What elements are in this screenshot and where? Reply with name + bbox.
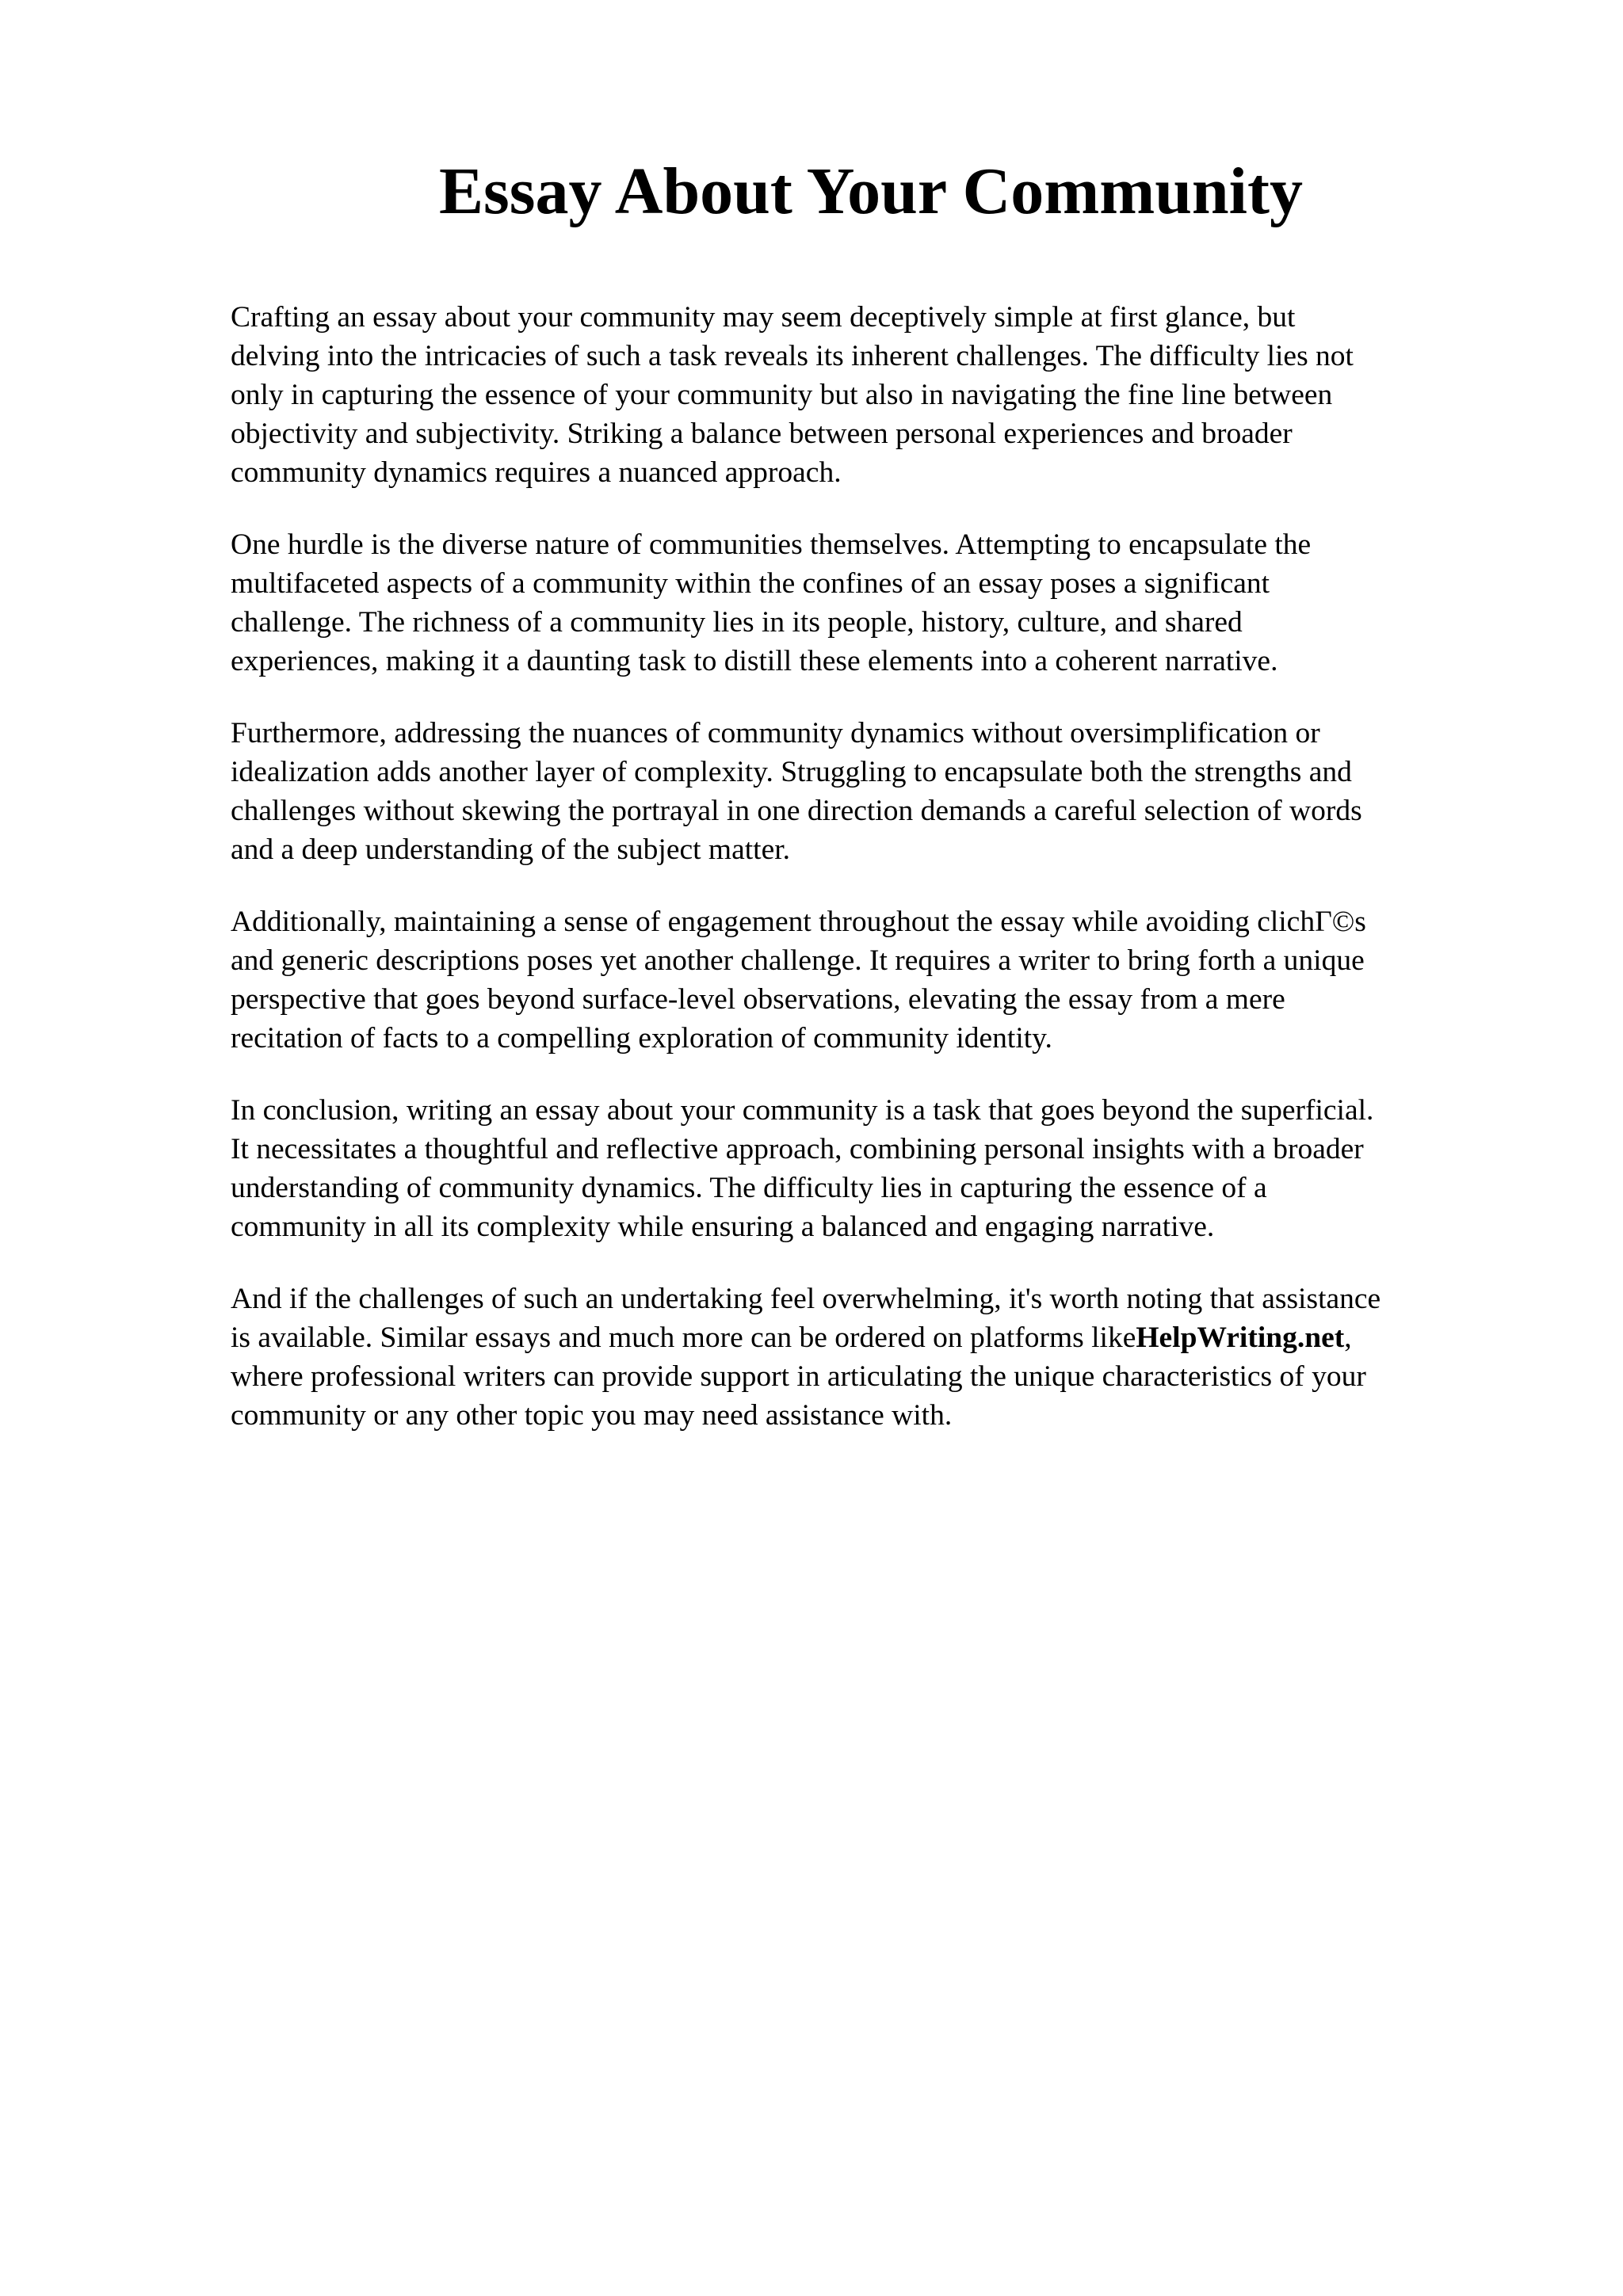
paragraph-2: One hurdle is the diverse nature of communities themselves. Attempting to encapsulate the multifaceted aspects of a community within the confines of an essay poses a significant challenge. The richness of a community lies in its people, history, culture, and shared experiences, making it a daunting task to distill these elements into a coherent narrative. [231,528,1312,677]
paragraph-1: Crafting an essay about your community may seem deceptively simple at first glance, but delving into the intricacies of such a task reveals its inherent challenges. The difficulty lies not only in capturing the essence of your community but also in navigating the fine line between objectivity and subjectivity. Striking a balance between personal experiences and broader community dynamics requires a nuanced approach. [231,301,1354,489]
paragraph-6-text-after-link: , where professional writers can provide support in articulating the unique characteristics of your community or any other topic you may need assistance with. [231,1322,1366,1432]
paragraph-6-text-before-link: And if the challenges of such an undertaking feel overwhelming, it's worth noting that assistance is available. Similar essays and much more can be ordered on platforms like [231,1283,1381,1354]
paragraph-5: In conclusion, writing an essay about your community is a task that goes beyond the superficial. It necessitates a thoughtful and reflective approach, combining personal insights with a broader understanding of community dynamics. The difficulty lies in capturing the essence of a community in all its complexity while ensuring a balanced and engaging narrative. [231,1094,1374,1243]
paragraph-6 [231,1280,1514,1435]
paragraph-3: Furthermore, addressing the nuances of community dynamics without oversimplification or idealization adds another layer of complexity. Struggling to encapsulate both the strengths and challenges without skewing the portrayal in one direction demands a careful selection of words and a deep understanding of the subject matter. [231,717,1362,866]
helpwriting-link[interactable]: HelpWriting.net [1136,1322,1345,1354]
page-title: Essay About Your Community [439,154,1303,228]
essay-body [231,298,1514,1468]
paragraph-4: Additionally, maintaining a sense of engagement throughout the essay while avoiding clichΓ©s and generic descriptions poses yet another challenge. It requires a writer to bring forth a unique perspective that goes beyond surface-level observations, elevating the essay from a mere recitation of facts to a compelling exploration of community identity. [231,906,1366,1055]
